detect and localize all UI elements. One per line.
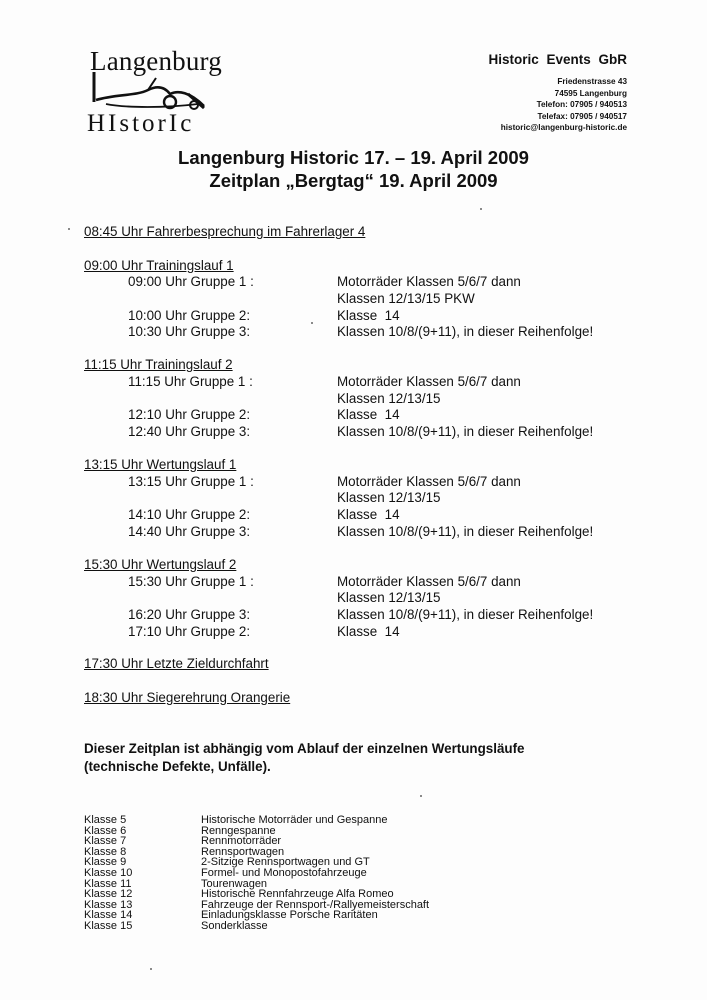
schedule-time: 09:00 Uhr Gruppe 1 :: [128, 274, 254, 289]
phone-line: Telefon: 07905 / 940513: [536, 100, 627, 109]
document-subtitle: Zeitplan „Bergtag“ 19. April 2009: [209, 170, 498, 191]
class-description: Rennsportwagen: [201, 845, 285, 858]
class-name: Klasse 11: [84, 877, 132, 890]
schedule-time: 15:30 Uhr Gruppe 1 :: [128, 574, 254, 589]
section-heading: 11:15 Uhr Trainingslauf 2: [84, 357, 233, 372]
class-description: Fahrzeuge der Rennsport-/Rallyemeisterschaft: [201, 898, 430, 911]
class-name: Klasse 5: [84, 814, 127, 826]
schedule-time: 10:00 Uhr Gruppe 2:: [128, 308, 251, 323]
schedule-time: 11:15 Uhr Gruppe 1 :: [128, 374, 253, 389]
section-heading: 15:30 Uhr Wertungslauf 2: [84, 557, 237, 572]
scan-speck: [420, 795, 422, 797]
schedule-desc: Klasse 14: [337, 507, 400, 522]
class-name: Klasse 15: [84, 919, 133, 932]
last-run-heading: 17:30 Uhr Letzte Zieldurchfahrt: [84, 656, 269, 671]
class-name: Klasse 10: [84, 866, 133, 879]
scan-speck: [150, 968, 152, 970]
schedule-desc: Motorräder Klassen 5/6/7 dann: [337, 374, 521, 389]
class-name: Klasse 7: [84, 835, 127, 848]
schedule-desc: Motorräder Klassen 5/6/7 dann: [337, 274, 521, 289]
scan-speck: [68, 228, 70, 230]
class-name: Klasse 14: [84, 909, 133, 922]
class-description: Historische Rennfahrzeuge Alfa Romeo: [201, 888, 394, 901]
ceremony-heading: 18:30 Uhr Siegerehrung Orangerie: [84, 690, 291, 705]
class-descriptions-column: [201, 815, 429, 932]
class-description: Historische Motorräder und Gespanne: [201, 814, 388, 826]
notice-line: Dieser Zeitplan ist abhängig vom Ablauf der einzelnen Wertungsläufe: [84, 741, 525, 756]
scan-speck: [311, 322, 313, 324]
email-line: historic@langenburg-historic.de: [500, 123, 627, 132]
section-heading: 09:00 Uhr Trainingslauf 1: [84, 258, 234, 273]
class-description: 2-Sitzige Rennsportwagen und GT: [201, 856, 370, 869]
schedule-time: 14:40 Uhr Gruppe 3:: [128, 524, 251, 539]
schedule-time: 10:30 Uhr Gruppe 3:: [128, 324, 251, 339]
schedule-desc: Klassen 12/13/15: [337, 490, 441, 505]
schedule-time: 14:10 Uhr Gruppe 2:: [128, 507, 251, 522]
schedule-desc: Klassen 10/8/(9+11), in dieser Reihenfolge!: [337, 524, 594, 539]
schedule-notice: [84, 740, 524, 776]
scan-speck: [480, 208, 482, 210]
schedule-desc: Klassen 12/13/15: [337, 590, 441, 605]
class-name: Klasse 6: [84, 824, 127, 837]
section-heading: 13:15 Uhr Wertungslauf 1: [84, 457, 237, 472]
schedule-time: 12:40 Uhr Gruppe 3:: [128, 424, 251, 439]
class-description: Formel- und Monopostofahrzeuge: [201, 866, 367, 879]
class-name: Klasse 8: [84, 845, 127, 858]
schedule-time: 16:20 Uhr Gruppe 3:: [128, 607, 251, 622]
schedule-desc: Klassen 12/13/15 PKW: [337, 291, 475, 306]
schedule-desc: Motorräder Klassen 5/6/7 dann: [337, 474, 521, 489]
logo-wordmark-bottom: HIstorIc: [87, 110, 195, 137]
schedule-desc: Klassen 10/8/(9+11), in dieser Reihenfolge!: [337, 324, 594, 339]
class-description: Sonderklasse: [201, 919, 268, 932]
class-description: Einladungsklasse Porsche Raritäten: [201, 909, 378, 922]
class-name: Klasse 13: [84, 898, 133, 911]
schedule-time: 13:15 Uhr Gruppe 1 :: [128, 474, 254, 489]
schedule-desc: Klassen 12/13/15: [337, 391, 441, 406]
class-name: Klasse 12: [84, 888, 133, 901]
schedule-desc: Motorräder Klassen 5/6/7 dann: [337, 574, 521, 589]
class-names-column: [84, 815, 132, 932]
company-name: Historic Events GbR: [488, 52, 627, 67]
notice-line: (technische Defekte, Unfälle).: [84, 759, 271, 774]
class-description: Renngespanne: [201, 824, 276, 837]
class-name: Klasse 9: [84, 856, 127, 869]
schedule-desc: Klasse 14: [337, 407, 400, 422]
schedule-time: 12:10 Uhr Gruppe 2:: [128, 407, 251, 422]
briefing-heading: 08:45 Uhr Fahrerbesprechung im Fahrerlager 4: [84, 224, 366, 239]
schedule-desc: Klasse 14: [337, 308, 400, 323]
logo-wordmark-top: Langenburg: [90, 46, 222, 76]
schedule-desc: Klasse 14: [337, 624, 400, 639]
class-description: Tourenwagen: [201, 877, 268, 890]
schedule-desc: Klassen 10/8/(9+11), in dieser Reihenfolge!: [337, 424, 594, 439]
fax-line: Telefax: 07905 / 940517: [537, 111, 627, 121]
schedule-desc: Klassen 10/8/(9+11), in dieser Reihenfolge!: [337, 607, 594, 622]
schedule-time: 17:10 Uhr Gruppe 2:: [128, 624, 251, 639]
company-address: [501, 76, 627, 134]
address-line: 74595 Langenburg: [554, 88, 627, 98]
document-title: Langenburg Historic 17. – 19. April 2009: [178, 147, 529, 168]
address-line: Friedenstrasse 43: [557, 77, 627, 86]
class-description: Rennmotorräder: [201, 835, 282, 848]
